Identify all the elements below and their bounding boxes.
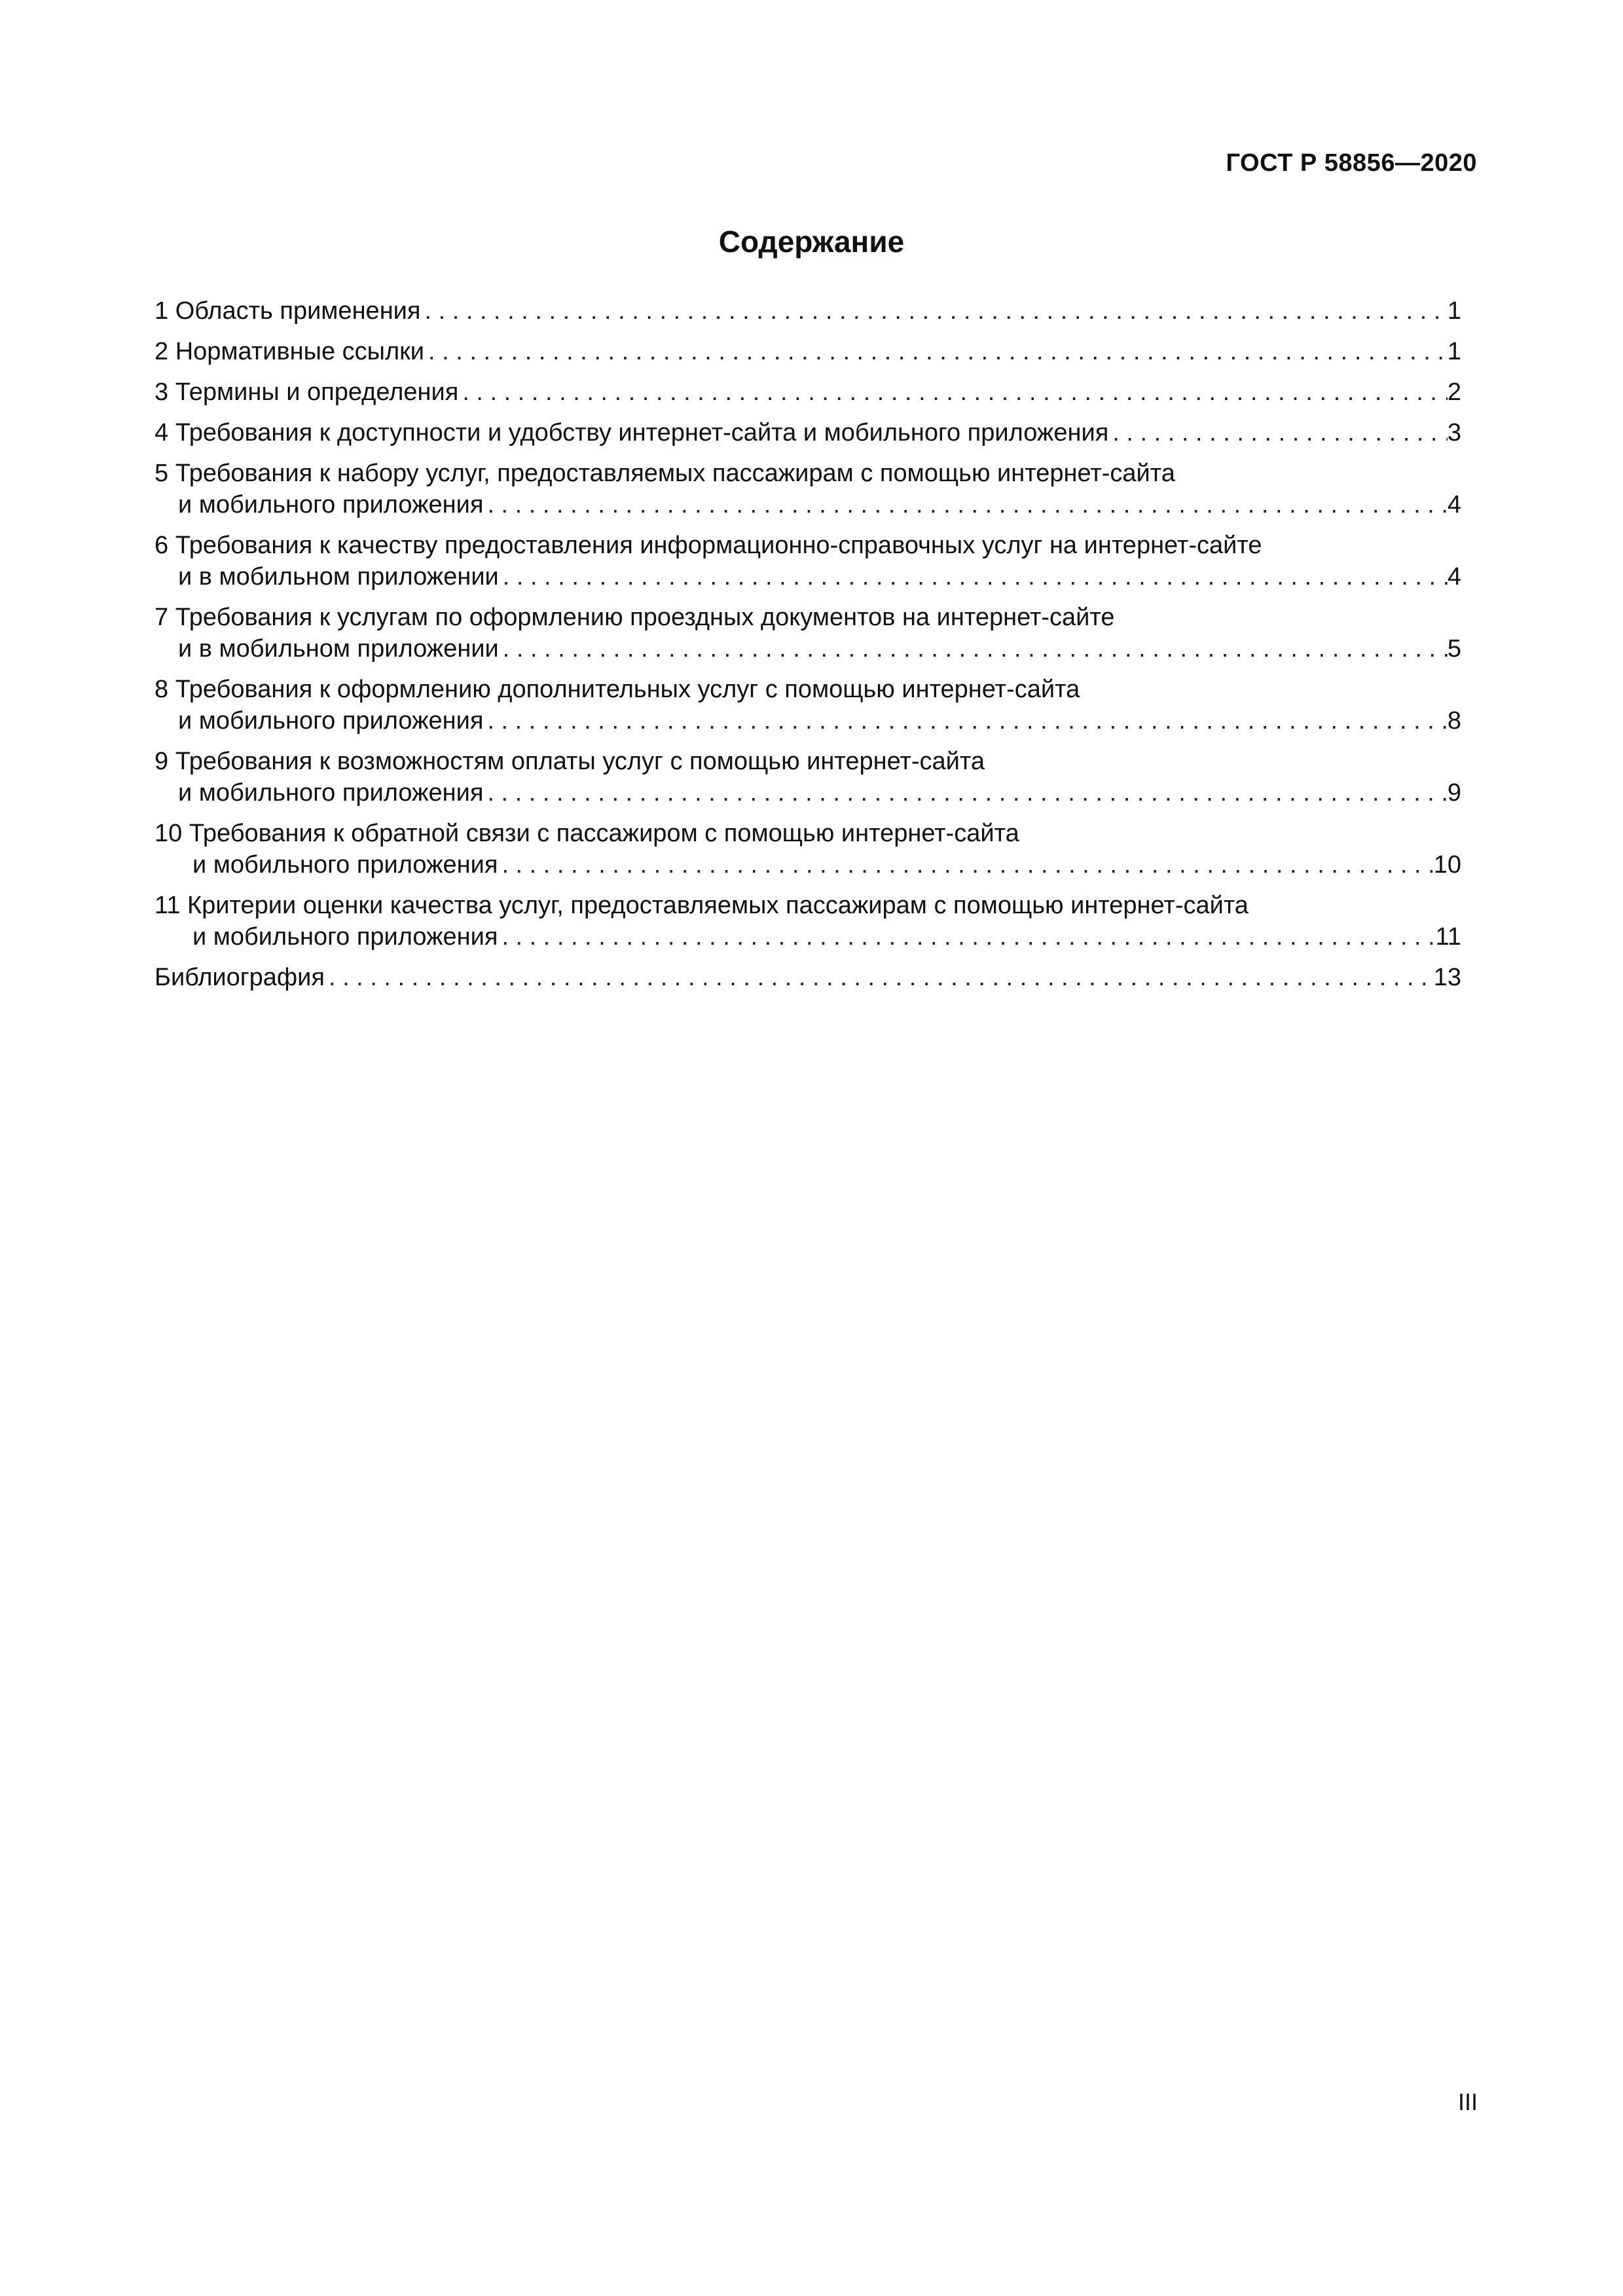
toc-entry-title: 11 Критерии оценки качества услуг, предоставляемых пассажирам с помощью интернет-сайта bbox=[155, 892, 1249, 919]
toc-entry[interactable] bbox=[155, 962, 1461, 993]
toc-page-number: 5 bbox=[1447, 635, 1461, 663]
toc-entry-title: 10 Требования к обратной связи с пассажиром с помощью интернет-сайта bbox=[155, 820, 1019, 847]
toc-entry-continuation: и в мобильном приложении bbox=[178, 635, 499, 663]
table-of-contents bbox=[155, 295, 1461, 1002]
toc-entry-line bbox=[155, 921, 1461, 953]
toc-page-number: 4 bbox=[1447, 491, 1461, 519]
toc-entry-title: 1 Область применения bbox=[155, 297, 421, 325]
dot-leader bbox=[458, 376, 1448, 408]
toc-entry-continuation: и мобильного приложения bbox=[178, 779, 484, 807]
dot-leader bbox=[420, 295, 1447, 327]
toc-entry[interactable] bbox=[155, 295, 1461, 327]
toc-entry-title: 2 Нормативные ссылки bbox=[155, 338, 424, 365]
toc-page-number: 1 bbox=[1447, 338, 1461, 365]
toc-entry-title: 8 Требования к оформлению дополнительных услуг с помощью интернет-сайта bbox=[155, 676, 1080, 703]
toc-entry-line bbox=[155, 705, 1461, 737]
toc-entry[interactable] bbox=[155, 602, 1461, 665]
toc-page-number: 3 bbox=[1447, 419, 1461, 446]
dot-leader bbox=[499, 633, 1448, 665]
toc-entry[interactable] bbox=[155, 458, 1461, 520]
toc-entry-line bbox=[155, 336, 1461, 367]
dot-leader bbox=[483, 489, 1447, 520]
toc-entry[interactable] bbox=[155, 376, 1461, 408]
toc-entry-title: 5 Требования к набору услуг, предоставляемых пассажирам с помощью интернет-сайта bbox=[155, 460, 1175, 487]
toc-page-number: 10 bbox=[1433, 851, 1461, 879]
toc-entry-line bbox=[155, 376, 1461, 408]
toc-entry-continuation: и мобильного приложения bbox=[178, 707, 484, 735]
toc-entry-line bbox=[155, 849, 1461, 881]
toc-page-number: 8 bbox=[1447, 707, 1461, 735]
toc-entry-continuation: и мобильного приложения bbox=[192, 923, 498, 951]
toc-entry-line bbox=[155, 777, 1461, 809]
toc-entry-line bbox=[155, 489, 1461, 520]
dot-leader bbox=[483, 705, 1447, 737]
toc-entry-title: 7 Требования к услугам по оформлению проездных документов на интернет-сайте bbox=[155, 604, 1115, 631]
dot-leader bbox=[498, 849, 1433, 881]
toc-page-number: 13 bbox=[1433, 964, 1461, 991]
dot-leader bbox=[498, 921, 1435, 953]
toc-page-number: 11 bbox=[1435, 923, 1461, 951]
dot-leader bbox=[325, 962, 1434, 993]
dot-leader bbox=[424, 336, 1448, 367]
toc-page-number: 4 bbox=[1447, 563, 1461, 591]
toc-entry[interactable] bbox=[155, 818, 1461, 881]
toc-title: Содержание bbox=[718, 225, 905, 259]
toc-entry-continuation: и в мобильном приложении bbox=[178, 563, 499, 591]
toc-entry-line bbox=[155, 633, 1461, 665]
dot-leader bbox=[499, 561, 1448, 592]
toc-entry-continuation: и мобильного приложения bbox=[192, 851, 498, 879]
toc-entry[interactable] bbox=[155, 336, 1461, 367]
toc-entry[interactable] bbox=[155, 890, 1461, 953]
toc-entry[interactable] bbox=[155, 674, 1461, 737]
toc-page-number: 1 bbox=[1447, 297, 1461, 325]
toc-entry-line bbox=[155, 417, 1461, 448]
toc-entry-line bbox=[155, 962, 1461, 993]
toc-page-number: 2 bbox=[1447, 378, 1461, 406]
toc-entry-continuation: и мобильного приложения bbox=[178, 491, 484, 519]
toc-entry-title: 3 Термины и определения bbox=[155, 378, 459, 406]
toc-entry[interactable] bbox=[155, 417, 1461, 448]
page-number: III bbox=[1457, 2088, 1478, 2115]
toc-entry-line bbox=[155, 561, 1461, 592]
toc-entry-line bbox=[155, 295, 1461, 327]
toc-entry-title: 9 Требования к возможностям оплаты услуг с помощью интернет-сайта bbox=[155, 748, 985, 775]
toc-entry-title: 6 Требования к качеству предоставления информационно-справочных услуг на интернет-сайте bbox=[155, 532, 1262, 559]
toc-entry[interactable] bbox=[155, 530, 1461, 592]
toc-entry[interactable] bbox=[155, 746, 1461, 809]
dot-leader bbox=[483, 777, 1447, 809]
toc-entry-title: 4 Требования к доступности и удобству интернет-сайта и мобильного приложения bbox=[155, 419, 1109, 446]
dot-leader bbox=[1108, 417, 1448, 448]
toc-entry-title: Библиография bbox=[155, 964, 325, 991]
toc-page-number: 9 bbox=[1447, 779, 1461, 807]
document-code: ГОСТ Р 58856—2020 bbox=[1226, 149, 1477, 177]
